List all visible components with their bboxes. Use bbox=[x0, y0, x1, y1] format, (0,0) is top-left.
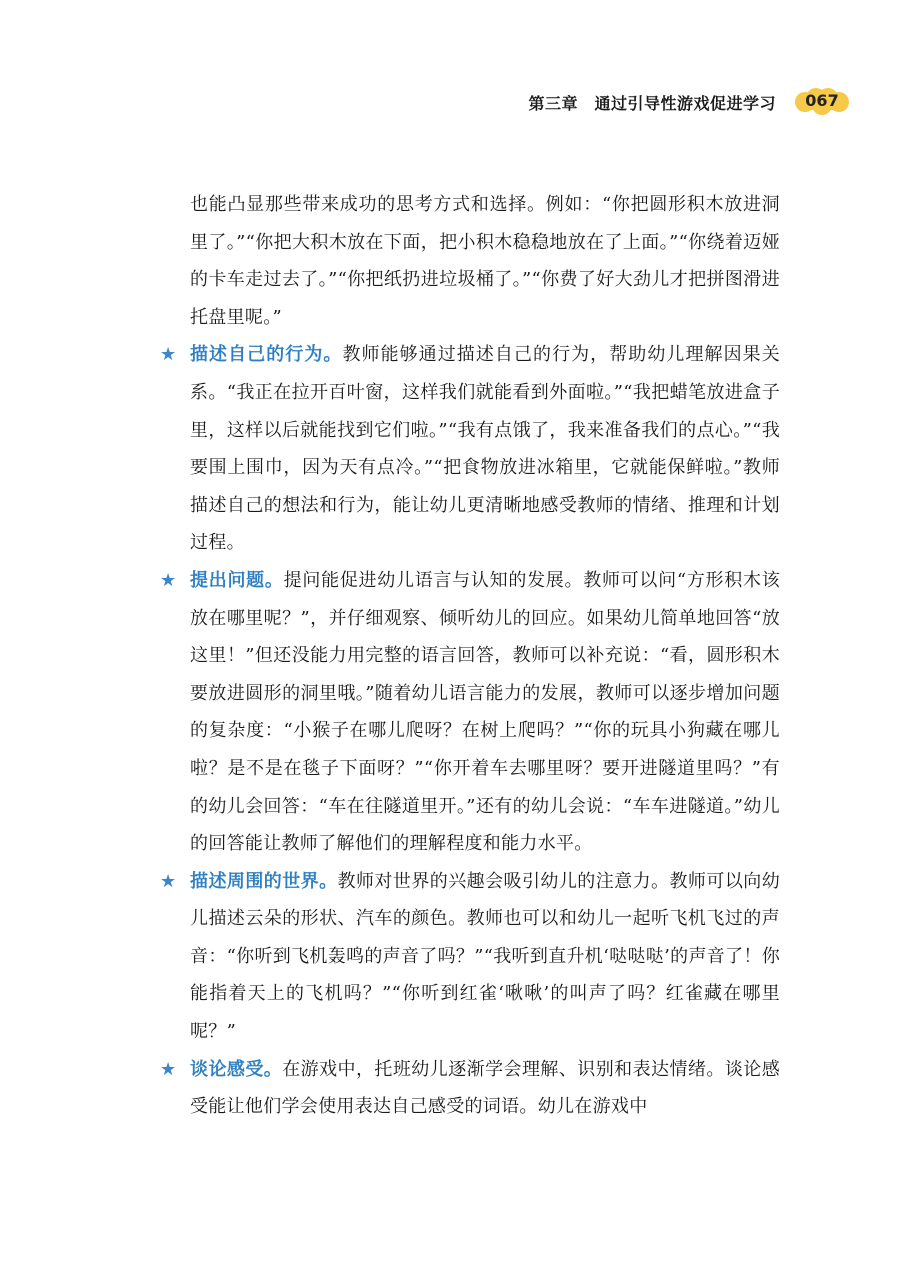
star-bullet-icon: ★ bbox=[160, 1058, 177, 1080]
star-bullet-icon: ★ bbox=[160, 344, 177, 366]
star-bullet-icon: ★ bbox=[160, 870, 177, 892]
bullet-term: 描述自己的行为。 bbox=[190, 344, 343, 366]
page-number: 067 bbox=[805, 91, 839, 110]
page-header bbox=[0, 88, 900, 118]
bullet-term: 谈论感受。 bbox=[190, 1058, 283, 1080]
paragraph-text: 教师对世界的兴趣会吸引幼儿的注意力。教师可以向幼儿描述云朵的形状、汽车的颜色。教师也可以和幼儿一起听飞机飞过的声音：“你听到飞机轰鸣的声音了吗？”“我听到直升机‘哒哒哒’的声音了！你能指着天上的飞机吗？”“你听到红雀‘啾啾’的叫声了吗？红雀藏在哪里呢？” bbox=[190, 870, 781, 1043]
page-number-badge bbox=[792, 88, 852, 116]
star-bullet-icon: ★ bbox=[160, 569, 177, 591]
bullet-ask-questions bbox=[160, 562, 780, 863]
bullet-describe-world bbox=[160, 863, 780, 1051]
bullet-talk-feelings bbox=[160, 1051, 780, 1126]
bullet-describe-own-behavior bbox=[160, 336, 780, 562]
bullet-term: 描述周围的世界。 bbox=[190, 870, 338, 892]
paragraph-text: 教师能够通过描述自己的行为，帮助幼儿理解因果关系。“我正在拉开百叶窗，这样我们就能看到外面啦。”“我把蜡笔放进盒子里，这样以后就能找到它们啦。”“我有点饿了，我来准备我们的点心。”“我要围上围巾，因为天有点冷。”“把食物放进冰箱里，它就能保鲜啦。”教师描述自己的想法和行为，能让幼儿更清晰地感受教师的情绪、推理和计划过程。 bbox=[190, 344, 780, 554]
paragraph-text: 在游戏中，托班幼儿逐渐学会理解、识别和表达情绪。谈论感受能让他们学会使用表达自己感受的词语。幼儿在游戏中 bbox=[190, 1058, 780, 1118]
chapter-title: 第三章 通过引导性游戏促进学习 bbox=[528, 94, 776, 113]
paragraph-text: 也能凸显那些带来成功的思考方式和选择。例如：“你把圆形积木放进洞里了。”“你把大积木放在下面，把小积木稳稳地放在了上面。”“你绕着迈娅的卡车走过去了。”“你把纸扔进垃圾桶了。”“你费了好大劲儿才把拼图滑进托盘里呢。” bbox=[190, 194, 780, 328]
paragraph-text: 提问能促进幼儿语言与认知的发展。教师可以问“方形积木该放在哪里呢？”，并仔细观察、倾听幼儿的回应。如果幼儿简单地回答“放这里！”但还没能力用完整的语言回答，教师可以补充说：“看，圆形积木要放进圆形的洞里哦。”随着幼儿语言能力的发展，教师可以逐步增加问题的复杂度：“小猴子在哪儿爬呀？在树上爬吗？”“你的玩具小狗藏在哪儿啦？是不是在毯子下面呀？”“你开着车去哪里呀？要开进隧道里吗？”有的幼儿会回答：“车在往隧道里开。”还有的幼儿会说：“车车进隧道。”幼儿的回答能让教师了解他们的理解程度和能力水平。 bbox=[190, 569, 781, 855]
continuation-paragraph bbox=[160, 186, 780, 336]
body-text bbox=[160, 186, 780, 1126]
bullet-term: 提出问题。 bbox=[190, 569, 284, 591]
